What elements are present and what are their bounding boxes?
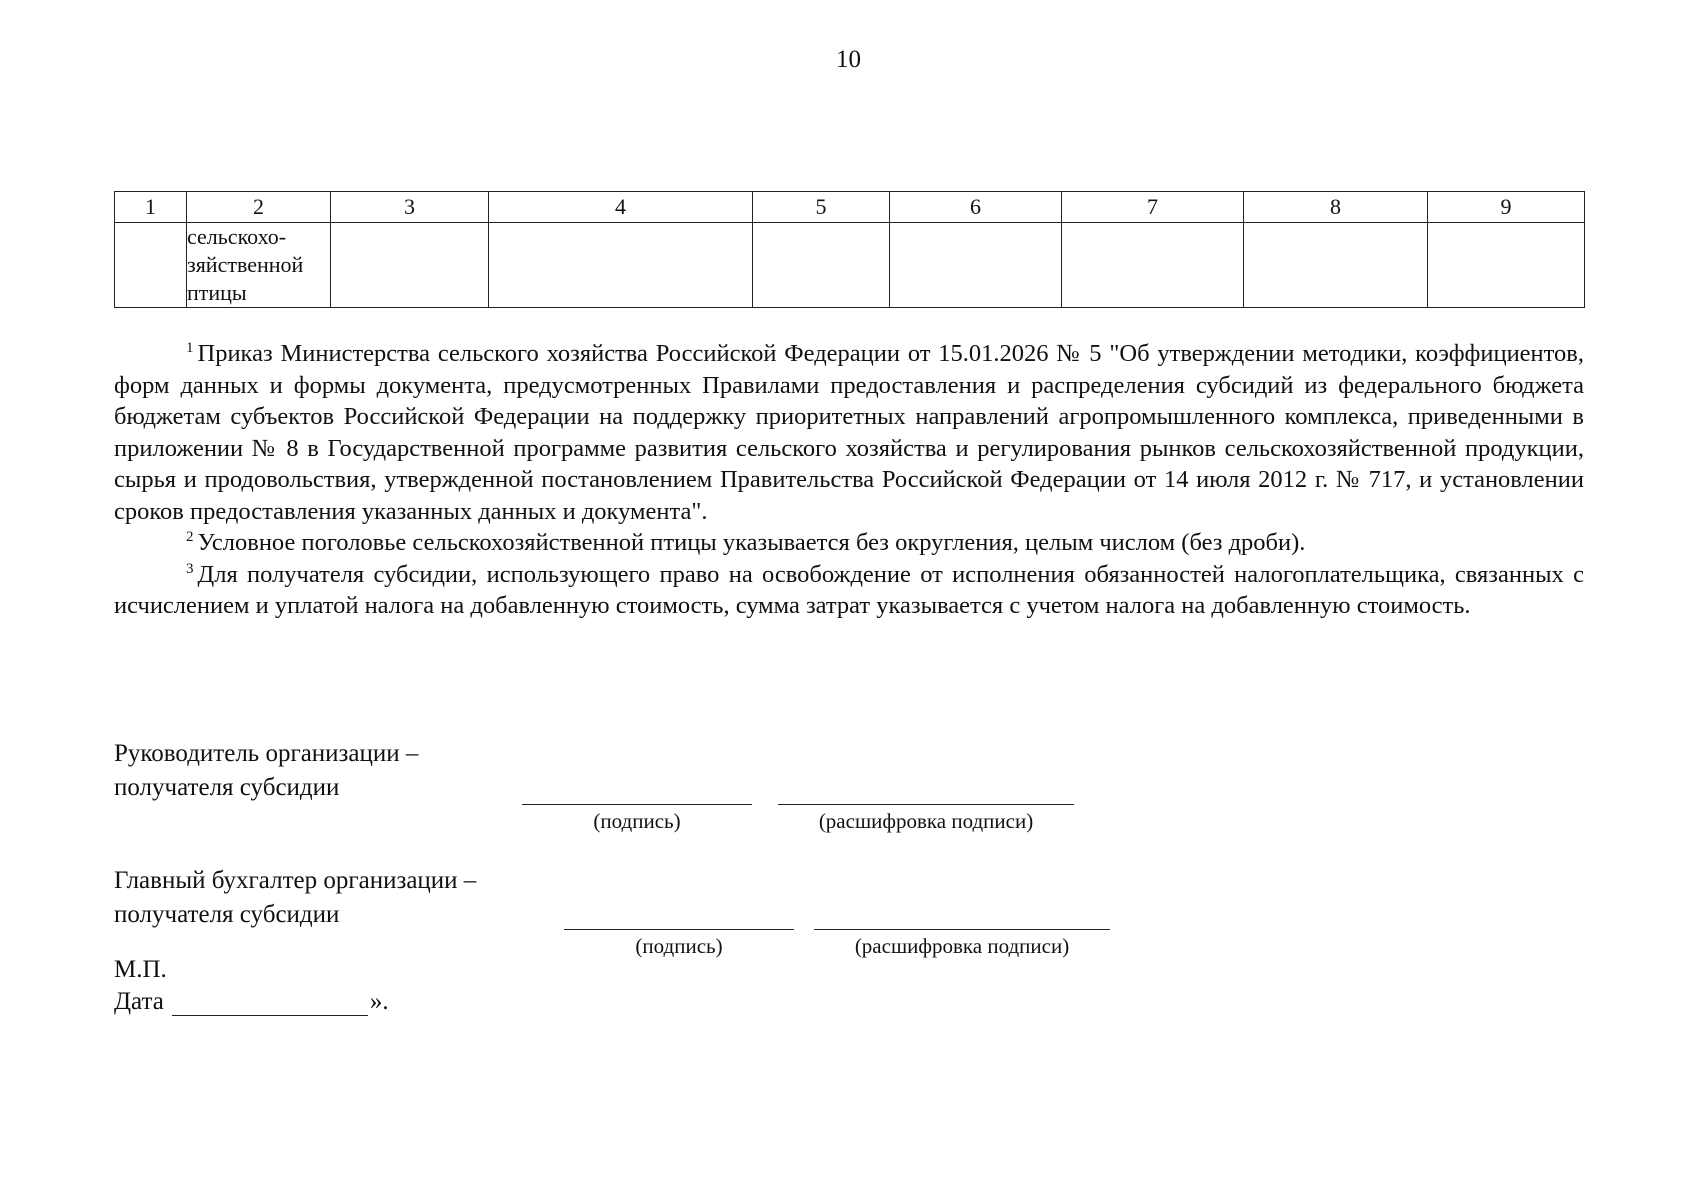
- page-number: 10: [836, 46, 861, 73]
- date-field[interactable]: [172, 991, 368, 1016]
- head-title-line2: получателя субсидии: [114, 774, 340, 801]
- date-row: [114, 988, 389, 1016]
- accountant-decoding-line[interactable]: [814, 929, 1110, 930]
- head-decoding-line[interactable]: [778, 804, 1074, 805]
- footnote-2: [114, 527, 1584, 559]
- column-header: 4: [489, 192, 753, 223]
- head-signature-label: [114, 737, 418, 805]
- stamp-label: М.П.: [114, 956, 167, 983]
- head-title-line1: Руководитель организации –: [114, 740, 419, 767]
- table-cell: [1428, 223, 1585, 308]
- footnote-text: Приказ Министерства сельского хозяйства Российской Федерации от 15.01.2026 № 5 "Об утверждении методики, коэффициентов, форм данных и формы документа, предусмотренных Правилами предоставления и распределения субсидий из федерального бюджета бюджетам субъектов Российской Федерации на поддержку приоритетных направлений агропромышленного комплекса, приведенными в приложении № 8 в Государственной программе развития сельского хозяйства и регулирования рынков сельскохозяйственной продукции, сырья и продовольствия, утвержденной постановлением Правительства Российской Федерации от 14 июля 2012 г. № 717, и установлении сроков предоставления указанных данных и документа".: [114, 340, 1584, 525]
- head-decoding-caption: (расшифровка подписи): [818, 809, 1034, 833]
- table-cell: [115, 223, 187, 308]
- accountant-signature-caption: (подпись): [635, 934, 723, 958]
- footnote-mark: 3: [186, 560, 194, 577]
- head-signature-caption: (подпись): [593, 809, 681, 833]
- accountant-signature-label: [114, 864, 476, 932]
- table-row: [115, 223, 1585, 308]
- column-header: 1: [115, 192, 187, 223]
- column-header: 6: [890, 192, 1062, 223]
- footnote-mark: 2: [186, 529, 194, 545]
- footnote-text: Условное поголовье сельскохозяйственной птицы указывается без округления, целым числом (без дроби).: [197, 529, 1306, 556]
- column-header: 5: [753, 192, 890, 223]
- table-cell: [890, 223, 1062, 308]
- table-cell: [1062, 223, 1244, 308]
- column-header: 3: [331, 192, 489, 223]
- footnote-1: [114, 338, 1584, 527]
- accountant-decoding-caption: (расшифровка подписи): [854, 934, 1070, 958]
- table-cell: [1244, 223, 1428, 308]
- column-header: 9: [1428, 192, 1585, 223]
- data-table: [114, 191, 1585, 308]
- column-header: 2: [187, 192, 331, 223]
- footnotes: [114, 338, 1584, 622]
- table-cell: [753, 223, 890, 308]
- column-header: 7: [1062, 192, 1244, 223]
- poultry-label: сельскохо- зяйственной птицы: [187, 224, 304, 305]
- footnote-text: Для получателя субсидии, использующего право на освобождение от исполнения обязанностей налогоплательщика, связанных с исчислением и уплатой налога на добавленную стоимость, сумма затрат указывается с учетом налога на добавленную стоимость.: [114, 560, 1584, 619]
- date-suffix: ».: [369, 988, 389, 1015]
- accountant-title-line1: Главный бухгалтер организации –: [114, 867, 477, 894]
- column-header: 8: [1244, 192, 1428, 223]
- footnote-mark: 1: [186, 340, 194, 356]
- accountant-signature-line[interactable]: [564, 929, 794, 930]
- footnote-3: [114, 559, 1584, 622]
- table-cell: [187, 223, 331, 308]
- table-cell: [489, 223, 753, 308]
- table-cell: [331, 223, 489, 308]
- accountant-title-line2: получателя субсидии: [114, 901, 340, 928]
- date-label: Дата: [114, 988, 164, 1015]
- head-signature-line[interactable]: [522, 804, 752, 805]
- table-header-row: [115, 192, 1585, 223]
